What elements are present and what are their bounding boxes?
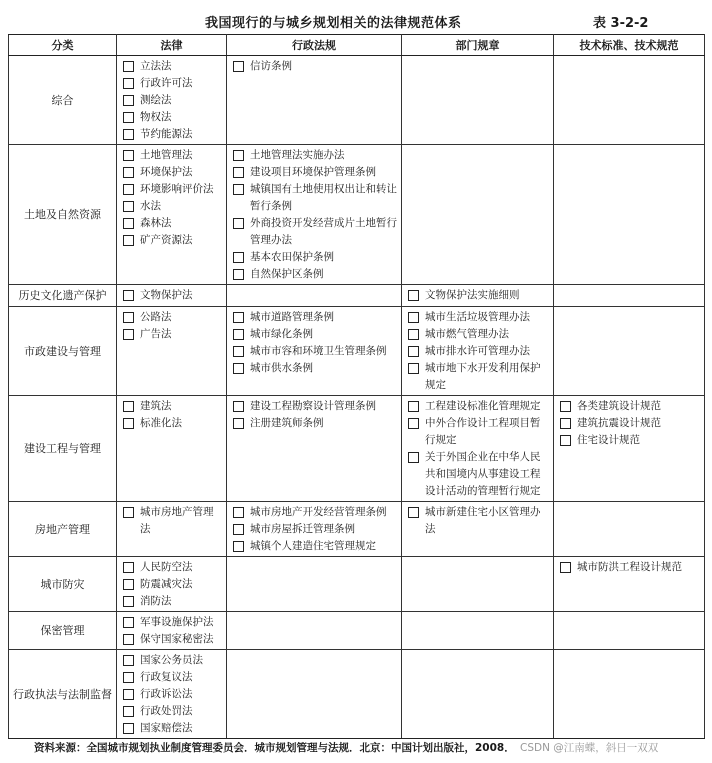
list-item: [123, 720, 223, 737]
item-label: 城市燃气管理办法: [425, 328, 509, 340]
item-label: 信访条例: [250, 60, 292, 72]
checkbox-square-icon: [123, 235, 134, 246]
checkbox-square-icon: [123, 150, 134, 161]
list-item: [123, 652, 223, 669]
rules-cell: [402, 396, 554, 502]
list-item: [408, 398, 550, 415]
list-item: [123, 232, 223, 249]
item-label: 工程建设标准化管理规定: [425, 400, 541, 412]
item-label: 基本农田保护条例: [250, 251, 334, 263]
checkbox-square-icon: [408, 452, 419, 463]
list-item: [233, 249, 398, 266]
checkbox-square-icon: [408, 418, 419, 429]
laws-cell: [117, 285, 227, 307]
law-system-table: [8, 34, 705, 739]
item-label: 城市房地产开发经营管理条例: [250, 506, 387, 518]
regulations-cell: [227, 285, 402, 307]
checkbox-square-icon: [123, 184, 134, 195]
rules-cell: [402, 612, 554, 650]
item-label: 行政许可法: [140, 77, 193, 89]
regulations-cell: [227, 557, 402, 612]
list-item: [123, 614, 223, 631]
checkbox-square-icon: [123, 706, 134, 717]
checkbox-square-icon: [123, 418, 134, 429]
item-label: 城市房屋拆迁管理条例: [250, 523, 355, 535]
item-label: 节约能源法: [140, 128, 193, 140]
checkbox-square-icon: [233, 524, 244, 535]
item-label: 消防法: [140, 595, 172, 607]
list-item: [123, 559, 223, 576]
checkbox-square-icon: [123, 689, 134, 700]
item-label: 土地管理法: [140, 149, 193, 161]
checkbox-square-icon: [123, 596, 134, 607]
checkbox-square-icon: [123, 78, 134, 89]
checkbox-square-icon: [233, 507, 244, 518]
checkbox-square-icon: [233, 184, 244, 195]
checkbox-square-icon: [408, 507, 419, 518]
checkbox-square-icon: [123, 167, 134, 178]
list-item: [233, 58, 398, 75]
item-label: 城市防洪工程设计规范: [577, 561, 682, 573]
list-item: [123, 164, 223, 181]
regulations-cell: [227, 307, 402, 396]
list-item: [233, 504, 398, 521]
checkbox-square-icon: [233, 541, 244, 552]
list-item: [233, 343, 398, 360]
category-cell: 行政执法与法制监督: [9, 650, 117, 739]
item-label: 住宅设计规范: [577, 434, 640, 446]
item-label: 关于外国企业在中华人民共和国境内从事建设工程设计活动的管理暂行规定: [425, 451, 541, 497]
item-label: 森林法: [140, 217, 172, 229]
item-label: 标准化法: [140, 417, 182, 429]
checkbox-square-icon: [233, 252, 244, 263]
item-label: 测绘法: [140, 94, 172, 106]
list-item: [233, 326, 398, 343]
item-label: 行政诉讼法: [140, 688, 193, 700]
category-cell: 土地及自然资源: [9, 145, 117, 285]
standards-cell: [554, 56, 705, 145]
table-header-row: [9, 35, 705, 56]
item-label: 城镇个人建造住宅管理规定: [250, 540, 376, 552]
item-label: 国家公务员法: [140, 654, 203, 666]
regulations-cell: [227, 56, 402, 145]
list-item: [408, 343, 550, 360]
table-row: [9, 502, 705, 557]
checkbox-square-icon: [233, 418, 244, 429]
list-item: [233, 164, 398, 181]
standards-cell: [554, 145, 705, 285]
category-cell: 房地产管理: [9, 502, 117, 557]
header-rules: 部门规章: [402, 35, 554, 56]
item-label: 保守国家秘密法: [140, 633, 214, 645]
checkbox-square-icon: [123, 672, 134, 683]
checkbox-square-icon: [408, 401, 419, 412]
list-item: [233, 309, 398, 326]
list-item: [123, 576, 223, 593]
checkbox-square-icon: [123, 312, 134, 323]
laws-cell: [117, 396, 227, 502]
checkbox-square-icon: [123, 723, 134, 734]
standards-cell: [554, 612, 705, 650]
item-label: 城市绿化条例: [250, 328, 313, 340]
item-label: 行政处罚法: [140, 705, 193, 717]
list-item: [233, 215, 398, 249]
item-label: 行政复议法: [140, 671, 193, 683]
rules-cell: [402, 145, 554, 285]
list-item: [123, 109, 223, 126]
item-label: 物权法: [140, 111, 172, 123]
checkbox-square-icon: [123, 95, 134, 106]
item-label: 国家赔偿法: [140, 722, 193, 734]
item-label: 城市排水许可管理办法: [425, 345, 530, 357]
checkbox-square-icon: [123, 329, 134, 340]
list-item: [123, 398, 223, 415]
list-item: [408, 360, 550, 394]
table-row: [9, 612, 705, 650]
item-label: 立法法: [140, 60, 172, 72]
table-row: [9, 557, 705, 612]
list-item: [123, 415, 223, 432]
checkbox-square-icon: [560, 562, 571, 573]
laws-cell: [117, 56, 227, 145]
item-label: 土地管理法实施办法: [250, 149, 345, 161]
standards-cell: [554, 650, 705, 739]
list-item: [408, 449, 550, 500]
category-cell: 市政建设与管理: [9, 307, 117, 396]
item-label: 城市供水条例: [250, 362, 313, 374]
checkbox-square-icon: [233, 61, 244, 72]
item-label: 建设工程勘察设计管理条例: [250, 400, 376, 412]
checkbox-square-icon: [123, 112, 134, 123]
watermark: CSDN @江南蝶，斜日一双双: [520, 742, 659, 754]
item-label: 城市道路管理条例: [250, 311, 334, 323]
laws-cell: [117, 307, 227, 396]
table-row: [9, 285, 705, 307]
checkbox-square-icon: [233, 346, 244, 357]
item-label: 城市地下水开发利用保护规定: [425, 362, 541, 391]
item-label: 防震减灾法: [140, 578, 193, 590]
list-item: [123, 181, 223, 198]
regulations-cell: [227, 612, 402, 650]
item-label: 建筑抗震设计规范: [577, 417, 661, 429]
table-row: [9, 650, 705, 739]
item-label: 矿产资源法: [140, 234, 193, 246]
item-label: 建设项目环境保护管理条例: [250, 166, 376, 178]
list-item: [123, 631, 223, 648]
list-item: [408, 287, 550, 304]
header-category: 分类: [9, 35, 117, 56]
list-item: [233, 147, 398, 164]
standards-cell: [554, 557, 705, 612]
item-label: 注册建筑师条例: [250, 417, 324, 429]
checkbox-square-icon: [408, 346, 419, 357]
checkbox-square-icon: [123, 579, 134, 590]
category-cell: 历史文化遗产保护: [9, 285, 117, 307]
checkbox-square-icon: [233, 363, 244, 374]
laws-cell: [117, 502, 227, 557]
list-item: [408, 415, 550, 449]
list-item: [560, 398, 701, 415]
item-label: 城市房地产管理法: [140, 506, 214, 535]
list-item: [123, 326, 223, 343]
category-cell: 综合: [9, 56, 117, 145]
list-item: [560, 432, 701, 449]
rules-cell: [402, 502, 554, 557]
item-label: 自然保护区条例: [250, 268, 324, 280]
checkbox-square-icon: [408, 290, 419, 301]
checkbox-square-icon: [123, 290, 134, 301]
regulations-cell: [227, 502, 402, 557]
rules-cell: [402, 557, 554, 612]
laws-cell: [117, 557, 227, 612]
standards-cell: [554, 396, 705, 502]
item-label: 广告法: [140, 328, 172, 340]
item-label: 中外合作设计工程项目暂行规定: [425, 417, 541, 446]
laws-cell: [117, 612, 227, 650]
list-item: [123, 686, 223, 703]
list-item: [408, 504, 550, 538]
table-row: [9, 396, 705, 502]
item-label: 城镇国有土地使用权出让和转让暂行条例: [250, 183, 397, 212]
list-item: [123, 126, 223, 143]
table-row: [9, 307, 705, 396]
checkbox-square-icon: [123, 218, 134, 229]
standards-cell: [554, 502, 705, 557]
item-label: 环境保护法: [140, 166, 193, 178]
checkbox-square-icon: [233, 312, 244, 323]
standards-cell: [554, 307, 705, 396]
checkbox-square-icon: [560, 401, 571, 412]
checkbox-square-icon: [123, 634, 134, 645]
header-regulations: 行政法规: [227, 35, 402, 56]
checkbox-square-icon: [233, 218, 244, 229]
rules-cell: [402, 56, 554, 145]
list-item: [123, 309, 223, 326]
checkbox-square-icon: [233, 167, 244, 178]
list-item: [123, 198, 223, 215]
laws-cell: [117, 650, 227, 739]
checkbox-square-icon: [233, 150, 244, 161]
source-note: 资料来源：全国城市规划执业制度管理委员会．城市规划管理与法规．北京：中国计划出版社，2008．: [34, 742, 515, 754]
category-cell: 建设工程与管理: [9, 396, 117, 502]
item-label: 人民防空法: [140, 561, 193, 573]
table-title: 我国现行的与城乡规划相关的法律规范体系: [205, 16, 462, 31]
list-item: [408, 309, 550, 326]
checkbox-square-icon: [123, 617, 134, 628]
item-label: 文物保护法实施细则: [425, 289, 520, 301]
header-laws: 法律: [117, 35, 227, 56]
checkbox-square-icon: [233, 401, 244, 412]
category-cell: 城市防灾: [9, 557, 117, 612]
item-label: 公路法: [140, 311, 172, 323]
list-item: [233, 538, 398, 555]
list-item: [123, 593, 223, 610]
list-item: [560, 559, 701, 576]
checkbox-square-icon: [123, 507, 134, 518]
regulations-cell: [227, 650, 402, 739]
checkbox-square-icon: [233, 329, 244, 340]
checkbox-square-icon: [123, 201, 134, 212]
laws-cell: [117, 145, 227, 285]
item-label: 环境影响评价法: [140, 183, 214, 195]
checkbox-square-icon: [233, 269, 244, 280]
checkbox-square-icon: [560, 418, 571, 429]
item-label: 城市市容和环境卫生管理条例: [250, 345, 387, 357]
regulations-cell: [227, 396, 402, 502]
item-label: 城市新建住宅小区管理办法: [425, 506, 541, 535]
item-label: 外商投资开发经营成片土地暂行管理办法: [250, 217, 397, 246]
list-item: [123, 504, 223, 538]
list-item: [233, 521, 398, 538]
checkbox-square-icon: [123, 401, 134, 412]
header-standards: 技术标准、技术规范: [554, 35, 705, 56]
list-item: [233, 266, 398, 283]
list-item: [233, 398, 398, 415]
checkbox-square-icon: [123, 129, 134, 140]
list-item: [408, 326, 550, 343]
table-row: [9, 145, 705, 285]
checkbox-square-icon: [408, 329, 419, 340]
checkbox-square-icon: [123, 655, 134, 666]
list-item: [123, 287, 223, 304]
list-item: [560, 415, 701, 432]
checkbox-square-icon: [123, 562, 134, 573]
item-label: 建筑法: [140, 400, 172, 412]
list-item: [123, 703, 223, 720]
list-item: [233, 360, 398, 377]
regulations-cell: [227, 145, 402, 285]
standards-cell: [554, 285, 705, 307]
table-number: 表 3-2-2: [593, 16, 649, 31]
rules-cell: [402, 307, 554, 396]
checkbox-square-icon: [123, 61, 134, 72]
list-item: [233, 415, 398, 432]
category-cell: 保密管理: [9, 612, 117, 650]
list-item: [123, 215, 223, 232]
checkbox-square-icon: [408, 312, 419, 323]
list-item: [123, 669, 223, 686]
item-label: 各类建筑设计规范: [577, 400, 661, 412]
list-item: [123, 92, 223, 109]
checkbox-square-icon: [408, 363, 419, 374]
table-row: [9, 56, 705, 145]
list-item: [123, 58, 223, 75]
rules-cell: [402, 285, 554, 307]
item-label: 城市生活垃圾管理办法: [425, 311, 530, 323]
item-label: 文物保护法: [140, 289, 193, 301]
list-item: [233, 181, 398, 215]
checkbox-square-icon: [560, 435, 571, 446]
item-label: 军事设施保护法: [140, 616, 214, 628]
rules-cell: [402, 650, 554, 739]
item-label: 水法: [140, 200, 161, 212]
list-item: [123, 147, 223, 164]
list-item: [123, 75, 223, 92]
